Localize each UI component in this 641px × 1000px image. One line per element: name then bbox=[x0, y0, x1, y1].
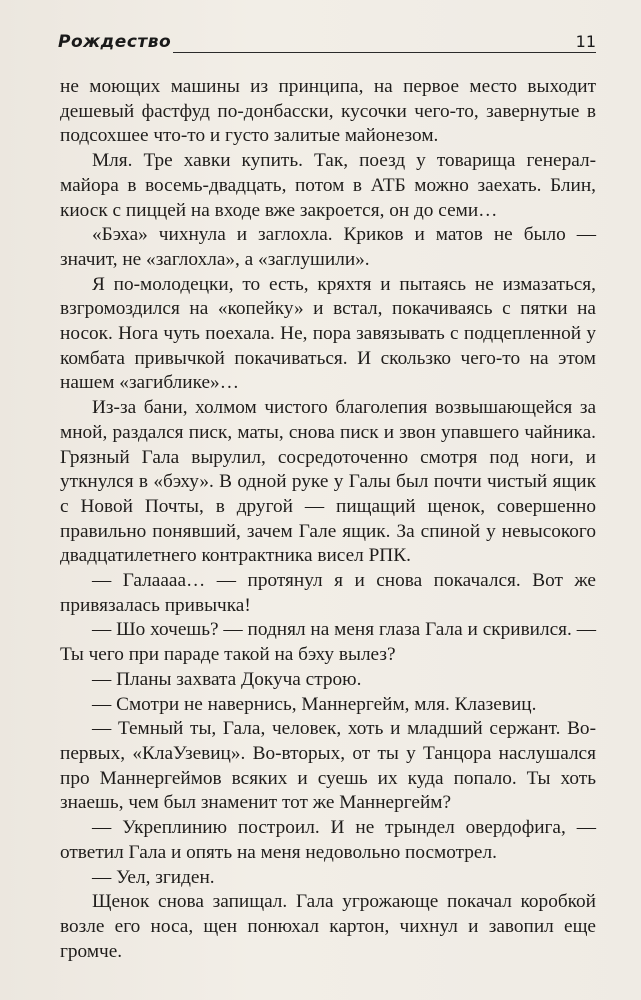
running-header bbox=[58, 30, 596, 56]
paragraph: Щенок снова запищал. Гала угрожающе покачал коробкой возле его носа, щен понюхал картон, чихнул и завопил еще громче. bbox=[60, 891, 596, 962]
page-number: 11 bbox=[575, 32, 596, 51]
dialogue-line: — Шо хочешь? — поднял на меня глаза Гала и скривился. — Ты чего при параде такой на бэху вылез? bbox=[60, 619, 596, 666]
dialogue-line: — Укреплинию построил. И не трындел овердофига, — ответил Гала и опять на меня недовольно посмотрел. bbox=[60, 817, 596, 863]
dialogue-line: — Планы захвата Докуча строю. bbox=[92, 668, 362, 690]
header-rule bbox=[173, 52, 596, 53]
paragraph: Из-за бани, холмом чистого благолепия возвышающейся за мной, раздался писк, маты, снова писк и звон упавшего чайника. Грязный Гала вырулил, сосредоточенно смотря под ноги, и уткнулся в «бэху». В одной руке у Галы был почти чистый ящик с Новой Почты, в другой — пищащий щенок, совершенно правильно понявший, зачем Гале ящик. За спиной у невысокого двадцатилетнего контрактника висел РПК. bbox=[60, 397, 596, 567]
dialogue-line: — Уел, згиден. bbox=[92, 866, 215, 888]
dialogue-line: — Темный ты, Гала, человек, хоть и младший сержант. Во-первых, «КлаУзевиц». Во-вторых, от ты у Танцора наслушался про Маннергеймов всяких и суешь их куда попало. Ты хоть знаешь, чем был знаменит тот же Маннергейм? bbox=[60, 718, 596, 814]
paragraph: «Бэха» чихнула и заглохла. Криков и матов не было — значит, не «заглохла», а «заглушили». bbox=[60, 224, 596, 270]
dialogue-line: — Смотри не навернись, Маннергейм, мля. Клазевиц. bbox=[92, 693, 537, 715]
paragraph: Я по-молодецки, то есть, кряхтя и пытаясь не измазаться, взгромоздился на «копейку» и встал, покачиваясь с пятки на носок. Нога чуть поехала. Не, пора завязывать с подцепленной у комбата привычкой покачиваться. И скользко чего-то на этом нашем «загиблике»… bbox=[60, 273, 596, 394]
paragraph: Мля. Тре хавки купить. Так, поезд у товарища генерал-майора в восемь-двадцать, потом в АТБ можно заехать. Блин, киоск с пиццей на входе вже закроется, он до семи… bbox=[60, 150, 596, 221]
paragraph: не моющих машины из принципа, на первое место выходит дешевый фастфуд по-донбасски, кусочки чего-то, завернутые в подсохшее что-то и густо залитые майонезом. bbox=[60, 76, 596, 147]
running-title: Рождество bbox=[58, 32, 172, 52]
body-text bbox=[60, 75, 596, 964]
dialogue-line: — Галаааа… — протянул я и снова покачался. Вот же привязалась привычка! bbox=[60, 570, 596, 616]
